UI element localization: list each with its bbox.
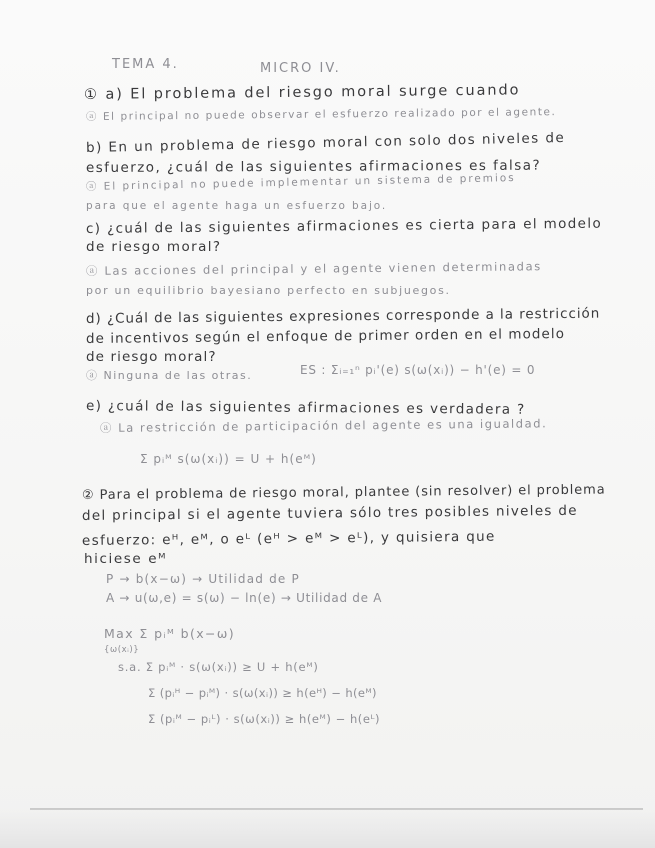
q1c-answer-line1: ⓐ Las acciones del principal y el agente vienen determinadas xyxy=(85,259,542,278)
q2-constraint-incentive-low: Σ (pᵢᴹ − pᵢᴸ) · s(ω(xᵢ)) ≥ h(eᴹ) − h(eᴸ) xyxy=(148,712,381,726)
q1e-formula: Σ pᵢᴹ s(ω(xᵢ)) = U + h(eᴹ) xyxy=(140,452,317,466)
q1e-question: e) ¿cuál de las siguientes afirmaciones es verdadera ? xyxy=(85,398,526,418)
q2-agent-utility: A → u(ω,e) = s(ω) − ln(e) → Utilidad de A xyxy=(106,591,383,605)
q1a-question: ① a) El problema del riesgo moral surge cuando xyxy=(83,82,521,103)
q1a-answer: ⓐ El principal no puede observar el esfuerzo realizado por el agente. xyxy=(85,106,557,123)
q1c-question-line2: de riesgo moral? xyxy=(86,239,222,255)
q2-max-variable: {ω(xᵢ)} xyxy=(104,645,140,655)
q1d-question-line1: d) ¿Cuál de las siguientes expresiones corresponde a la restricción xyxy=(85,305,601,327)
q1b-answer-line2: para que el agente haga un esfuerzo bajo. xyxy=(86,200,388,212)
q2-statement-line2: del principal si el agente tuviera sólo tres posibles niveles de xyxy=(81,502,578,524)
q1d-formula: ES : Σᵢ₌₁ⁿ pᵢ'(e) s(ω(xᵢ)) − h'(e) = 0 xyxy=(300,363,536,377)
q2-max-objective: Max Σ pᵢᴹ b(x−ω) xyxy=(104,626,236,641)
q1b-question-line2: esfuerzo, ¿cuál de las siguientes afirmaciones es falsa? xyxy=(85,157,542,176)
q1e-answer: ⓐ La restricción de participación del agente es una igualdad. xyxy=(99,416,548,435)
header-tema: TEMA 4. xyxy=(112,57,179,72)
q2-constraint-participation: s.a. Σ pᵢᴹ · s(ω(xᵢ)) ≥ U + h(eᴹ) xyxy=(118,660,319,674)
header-micro: MICRO IV. xyxy=(260,61,341,76)
page-bottom-edge xyxy=(30,808,643,810)
q1b-question-line1: b) En un problema de riesgo moral con solo dos niveles de xyxy=(85,129,566,156)
q2-constraint-incentive-high: Σ (pᵢᴴ − pᵢᴹ) · s(ω(xᵢ)) ≥ h(eᴴ) − h(eᴹ) xyxy=(148,686,377,700)
q2-principal-utility: P → b(x−ω) → Utilidad de P xyxy=(106,572,300,586)
q2-statement-line4: hiciese eᴹ xyxy=(84,551,168,567)
q1b-answer-line1: ⓐ El principal no puede implementar un sistema de premios xyxy=(85,172,516,193)
q1c-question-line1: c) ¿cuál de las siguientes afirmaciones es cierta para el modelo xyxy=(85,215,603,237)
q2-statement-line3: esfuerzo: eᴴ, eᴹ, o eᴸ (eᴴ > eᴹ > eᴸ), y quisiera que xyxy=(81,528,496,549)
q1d-question-line3: de riesgo moral? xyxy=(86,349,217,365)
q1d-answer: ⓐ Ninguna de las otras. xyxy=(86,369,253,382)
q1d-question-line2: de incentivos según el enfoque de primer orden en el modelo xyxy=(85,325,566,347)
q2-statement-line1: ② Para el problema de riesgo moral, plantee (sin resolver) el problema xyxy=(81,482,606,503)
q1c-answer-line2: por un equilibrio bayesiano perfecto en subjuegos. xyxy=(86,284,451,297)
